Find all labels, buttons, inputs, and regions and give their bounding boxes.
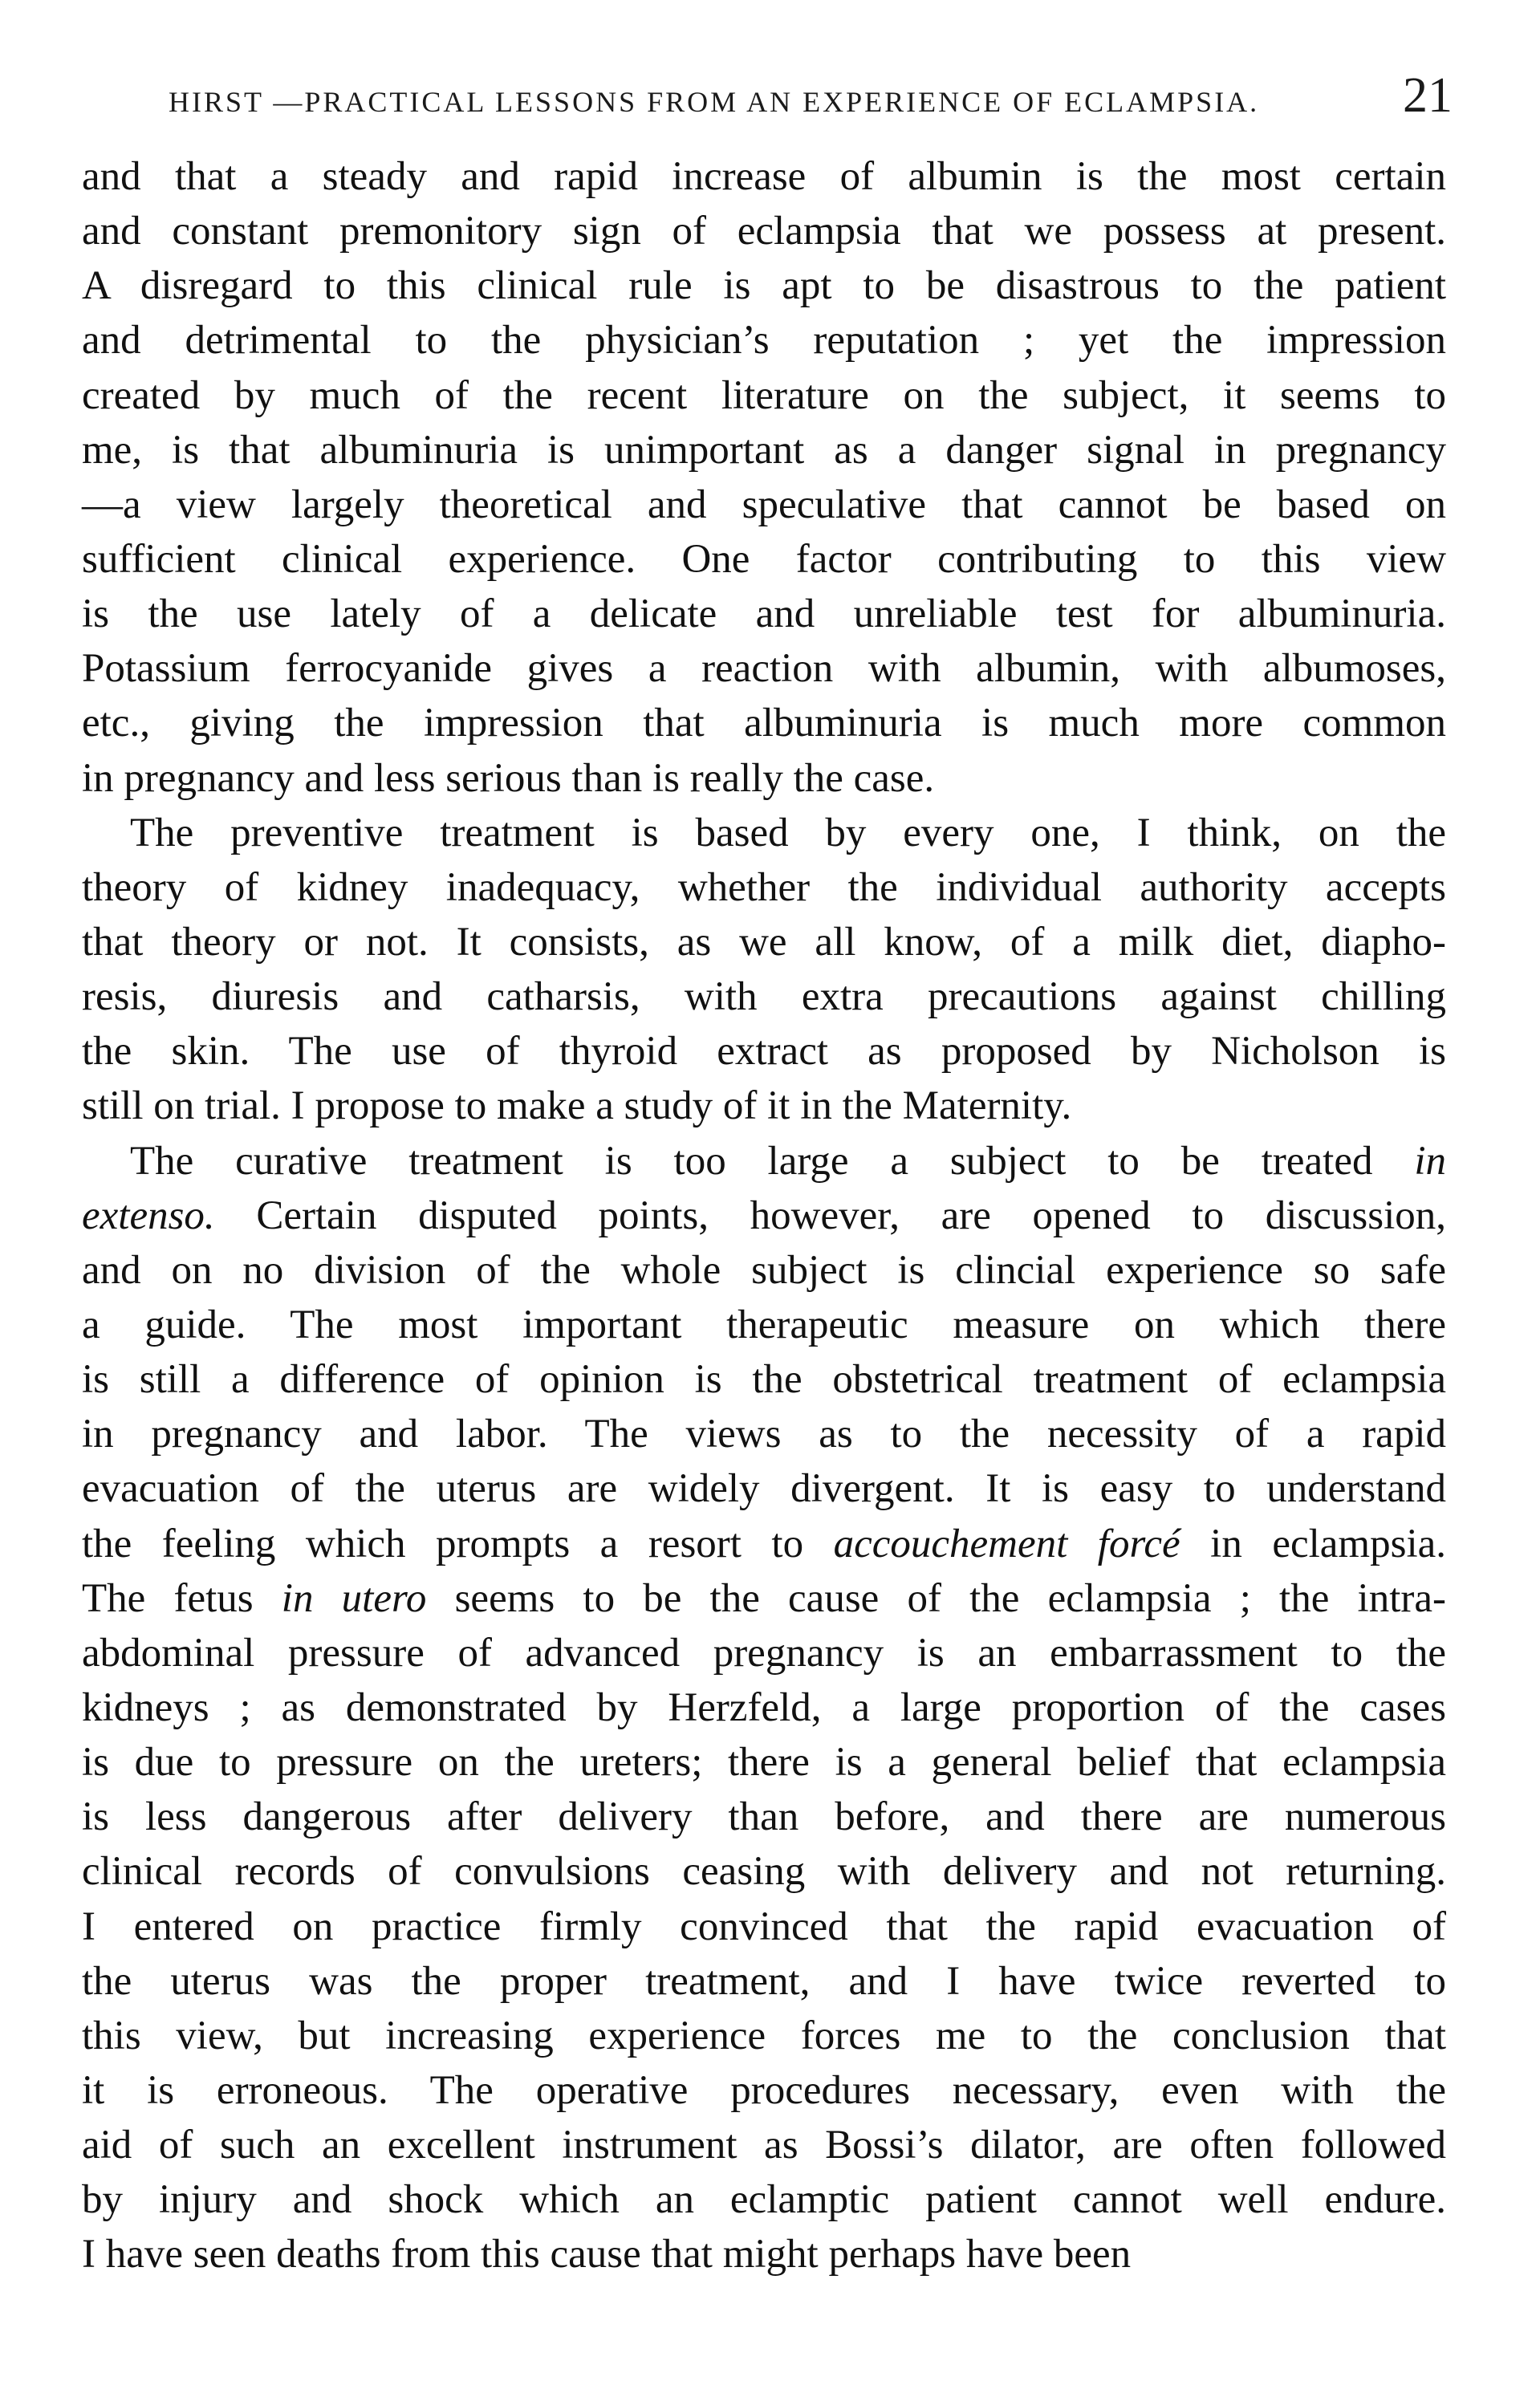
text-line — [82, 477, 1446, 532]
text-run: and on no division of the whole subject is clincial experience so safe — [82, 1247, 1446, 1293]
text-line — [82, 1243, 1446, 1298]
text-run: me, is that albuminuria is unimportant as a danger signal in pregnancy — [82, 427, 1446, 473]
text-run: I entered on practice firmly convinced that the rapid evacuation of — [82, 1904, 1446, 1949]
text-line — [82, 969, 1446, 1024]
text-line — [82, 1298, 1446, 1352]
running-head — [169, 67, 1453, 140]
text-line — [82, 1188, 1446, 1243]
text-run: the uterus was the proper treatment, and I have twice reverted to — [82, 1958, 1446, 2004]
text-run: The curative treatment is too large a subject to be treated — [130, 1138, 1415, 1184]
text-run: the feeling which prompts a resort to — [82, 1521, 834, 1566]
text-run: it is erroneous. The operative procedures necessary, even with the — [82, 2067, 1446, 2113]
text-line — [82, 641, 1446, 696]
text-line — [82, 2172, 1446, 2227]
text-run: Potassium ferrocyanide gives a reaction with albumin, with albumoses, — [82, 646, 1446, 692]
text-run: A disregard to this clinical rule is apt to be disastrous to the patient — [82, 263, 1446, 309]
text-line — [82, 204, 1446, 258]
text-line — [82, 1134, 1446, 1188]
text-line — [82, 1079, 1446, 1133]
text-run: evacuation of the uterus are widely divergent. It is easy to understand — [82, 1466, 1446, 1512]
text-run: is less dangerous after delivery than before, and there are numerous — [82, 1794, 1446, 1840]
italic-run: accouchement forcé — [833, 1521, 1180, 1566]
text-run: theory of kidney inadequacy, whether the individual authority accepts — [82, 864, 1446, 910]
italic-run: extenso. — [82, 1193, 215, 1238]
text-run: sufficient clinical experience. One factor contributing to this view — [82, 536, 1446, 582]
text-line — [82, 2118, 1446, 2172]
text-line — [82, 915, 1446, 969]
text-run: in pregnancy and labor. The views as to the necessity of a rapid — [82, 1412, 1446, 1457]
text-run: resis, diuresis and catharsis, with extra precautions against chilling — [82, 974, 1446, 1020]
text-run: abdominal pressure of advanced pregnancy is an embarrassment to the — [82, 1630, 1446, 1676]
text-line — [82, 1407, 1446, 1461]
text-line — [82, 1626, 1446, 1680]
text-run: is due to pressure on the ureters; there is a general belief that eclampsia — [82, 1740, 1446, 1786]
text-line — [82, 806, 1446, 860]
text-run: the skin. The use of thyroid extract as proposed by Nicholson is — [82, 1029, 1446, 1075]
text-run: etc., giving the impression that albuminuria is much more common — [82, 701, 1446, 746]
text-line — [82, 423, 1446, 477]
text-run: Certain disputed points, however, are opened to discussion, — [214, 1193, 1446, 1238]
text-line — [82, 2063, 1446, 2118]
italic-run: in — [1414, 1138, 1446, 1184]
text-run: a guide. The most important therapeutic measure on which there — [82, 1302, 1446, 1347]
text-line — [82, 751, 1446, 806]
text-line — [82, 587, 1446, 641]
text-line — [82, 258, 1446, 313]
text-line — [82, 1790, 1446, 1844]
text-line — [82, 860, 1446, 915]
text-line — [82, 313, 1446, 368]
text-run: I have seen deaths from this cause that might perhaps have been — [82, 2232, 1132, 2277]
text-line — [82, 149, 1446, 204]
text-run: and that a steady and rapid increase of albumin is the most certain — [82, 154, 1446, 199]
text-line — [82, 368, 1446, 423]
text-run: by injury and shock which an eclamptic patient cannot well endure. — [82, 2177, 1446, 2223]
text-run: kidneys ; as demonstrated by Herzfeld, a large proportion of the cases — [82, 1684, 1446, 1730]
text-run: seems to be the cause of the eclampsia ; the intra- — [426, 1575, 1446, 1621]
text-run: is still a difference of opinion is the obstetrical treatment of eclampsia — [82, 1357, 1446, 1403]
text-run: The fetus — [82, 1575, 282, 1621]
text-run: and constant premonitory sign of eclampsia that we possess at present. — [82, 209, 1446, 254]
text-line — [82, 1461, 1446, 1516]
text-run: and detrimental to the physician’s reputation ; yet the impression — [82, 318, 1446, 364]
text-line — [82, 1954, 1446, 2009]
text-line — [82, 1735, 1446, 1790]
running-title: HIRST —PRACTICAL LESSONS FROM AN EXPERIENCE OF ECLAMPSIA. — [169, 86, 1260, 118]
text-run: The preventive treatment is based by every one, I think, on the — [130, 810, 1446, 855]
text-run: aid of such an excellent instrument as Bossi’s dilator, are often followed — [82, 2123, 1446, 2168]
text-run: that theory or not. It consists, as we all know, of a milk diet, diapho- — [82, 919, 1446, 965]
text-run: in pregnancy and less serious than is really the case. — [82, 755, 935, 801]
text-line — [82, 1024, 1446, 1079]
text-line — [82, 2227, 1446, 2281]
text-run: —a view largely theoretical and speculative that cannot be based on — [82, 481, 1446, 527]
text-run: is the use lately of a delicate and unreliable test for albuminuria. — [82, 591, 1446, 637]
text-run: clinical records of convulsions ceasing with delivery and not returning. — [82, 1849, 1446, 1895]
text-run: in eclampsia. — [1180, 1521, 1446, 1566]
text-line — [82, 2009, 1446, 2063]
body-text — [82, 149, 1446, 2281]
text-line — [82, 532, 1446, 587]
text-line — [82, 1680, 1446, 1735]
text-line — [82, 1571, 1446, 1626]
italic-run: in utero — [281, 1575, 427, 1621]
page-number: 21 — [1403, 68, 1453, 123]
text-line — [82, 1352, 1446, 1407]
text-line — [82, 1517, 1446, 1571]
text-line — [82, 696, 1446, 750]
text-line — [82, 1844, 1446, 1899]
text-run: still on trial. I propose to make a study of it in the Maternity. — [82, 1083, 1072, 1129]
text-line — [82, 1900, 1446, 1954]
text-run: created by much of the recent literature on the subject, it seems to — [82, 372, 1446, 418]
text-run: this view, but increasing experience forces me to the conclusion that — [82, 2013, 1446, 2058]
